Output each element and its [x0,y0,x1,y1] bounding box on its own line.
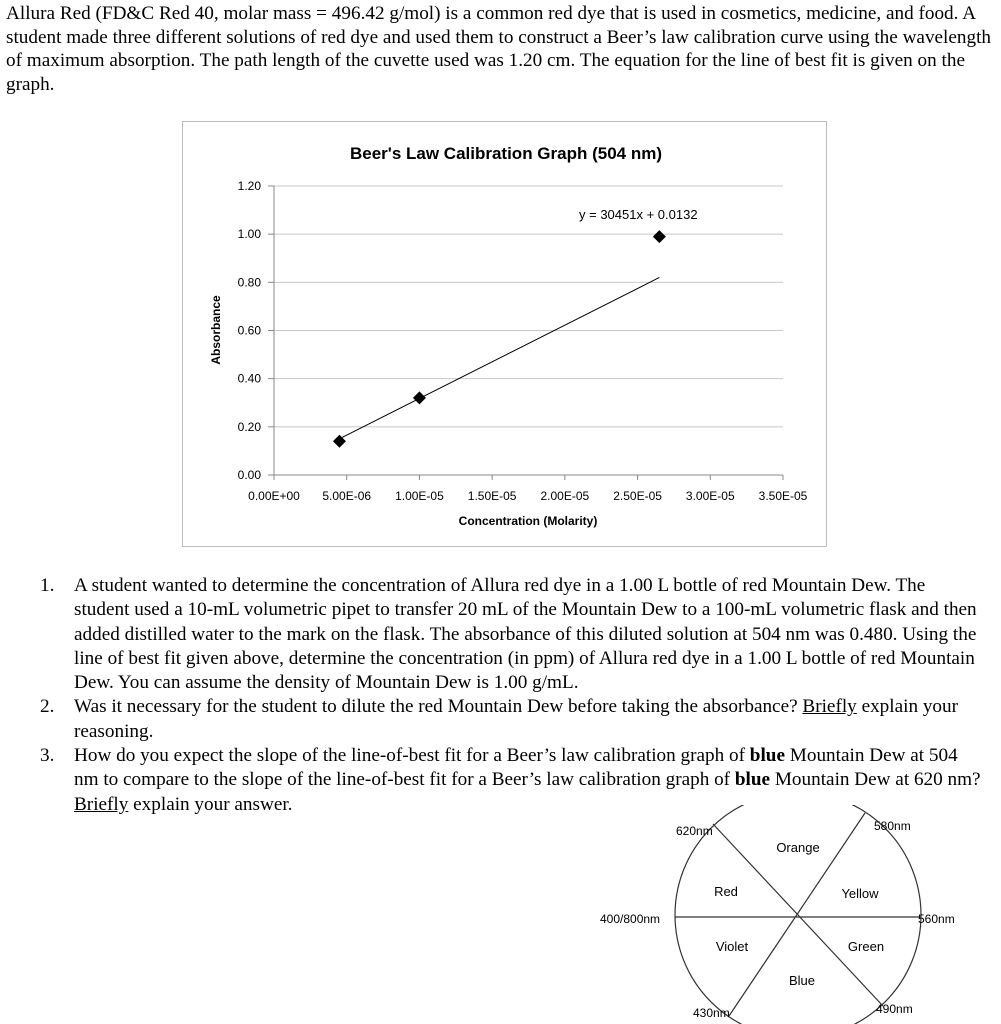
x-tick-label: 2.50E-05 [613,489,662,503]
chart-title: Beer's Law Calibration Graph (504 nm) [349,144,663,163]
wavelength-490: 490nm [876,1002,913,1016]
beers-law-chart [182,121,827,547]
bold-word: blue [734,769,771,791]
bold-word: blue [749,745,785,767]
question-number: 3. [40,745,55,767]
question-text: A student wanted to determine the concentration of Allura red dye in a 1.00 L bottle of red Mountain Dew. The student used a 10-mL volumetric pipet to transfer 20 mL of the Mountain Dew to a 100-mL volumetric flask and then added distilled water to the mark on the flask. The absorbance of this diluted solution at 504 nm was 0.480. Using the line of best fit given above, determine the concentration (in ppm) of Allura red dye in a 1.00 L bottle of red Mountain Dew. You can assume the density of Mountain Dew is 1.00 g/mL. [74,575,977,694]
problem-intro: Allura Red (FD&C Red 40, molar mass = 496.42 g/mol) is a common red dye that is used in cosmetics, medicine, and food. A student made three different solutions of red dye and used them to construct a Beer’s law calibration curve using the wavelength of maximum absorption. The path length of the cuvette used was 1.20 cm. The equation for the line of best fit is given on the graph. [6,3,992,95]
wheel-label-green: Green [847,939,885,954]
wheel-label-yellow: Yellow [841,886,879,901]
trendline [339,277,659,438]
wavelength-560: 560nm [918,912,955,926]
question-number: 1. [40,575,55,596]
wavelength-620: 620nm [676,824,713,838]
data-point [653,230,666,243]
y-tick-label: 0.20 [237,419,261,434]
equation-label: y = 30451x + 0.0132 [579,207,698,222]
underlined-word: Briefly [802,696,857,718]
question-text: explain your reasoning. [74,696,959,742]
x-tick-label: 3.00E-05 [685,489,735,503]
wavelength-430: 430nm [693,1006,730,1020]
question-text: Mountain Dew at 620 nm? [770,769,981,791]
wheel-label-red: Red [714,884,738,899]
x-axis-label: Concentration (Molarity) [458,514,598,528]
underlined-word: Briefly [74,793,129,815]
wavelength-580: 580nm [874,819,911,833]
wheel-label-violet: Violet [715,939,749,954]
y-tick-label: 0.40 [237,371,261,386]
x-tick-label: 5.00E-06 [322,489,372,503]
question-text: Was it necessary for the student to dilute the red Mountain Dew before taking the absorbance? [74,696,803,718]
y-tick-label: 0.60 [237,323,261,338]
x-tick-label: 1.50E-05 [467,489,517,503]
question-list [40,574,985,817]
chart-svg [183,122,828,548]
wheel-label-orange: Orange [776,840,820,855]
question-text: How do you expect the slope of the line-of-best fit for a Beer’s law calibration graph of [74,745,750,767]
question-2 [40,695,985,744]
plot-area [238,179,808,503]
y-axis-label: Absorbance [209,295,223,365]
question-1 [40,574,985,695]
y-tick-label: 0.00 [237,468,261,482]
y-tick-label: 1.20 [237,179,261,193]
wavelength-400-800: 400/800nm [600,912,661,926]
question-text: explain your answer. [128,793,293,815]
x-tick-label: 0.00E+00 [248,489,300,503]
x-tick-label: 1.00E-05 [395,489,444,503]
question-number: 2. [40,696,55,718]
question-text: Mountain Dew at 504 nm to compare to the slope of the line-of-best fit for a Beer’s law calibration graph of [74,745,958,791]
x-tick-label: 2.00E-05 [540,489,590,503]
data-point [413,391,426,404]
x-tick-label: 3.50E-05 [758,489,808,503]
wheel-label-blue: Blue [788,973,816,988]
y-tick-label: 1.00 [237,227,261,242]
color-wheel [600,805,970,1024]
y-tick-label: 0.80 [237,275,261,290]
